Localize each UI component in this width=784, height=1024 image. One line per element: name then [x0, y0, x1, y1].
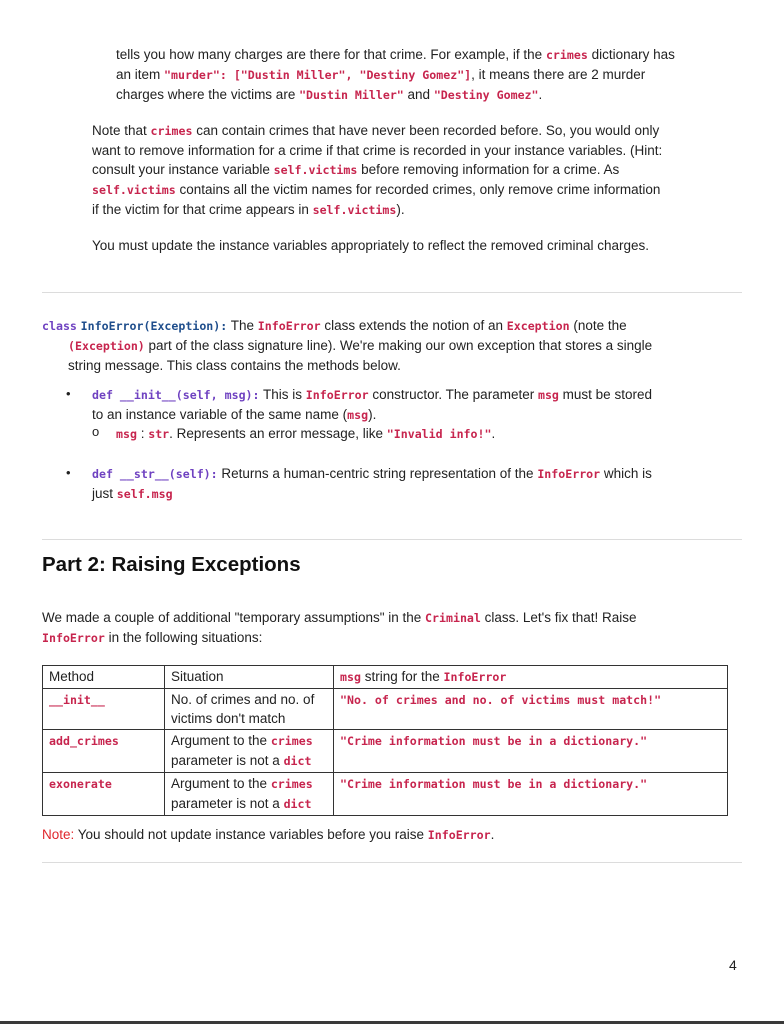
- table-cell-msg: "Crime information must be in a dictionary.": [334, 730, 728, 773]
- method-signature: def __str__(self):: [92, 467, 218, 481]
- note-text: Note: You should not update instance variables before you raise InfoError.: [42, 827, 495, 842]
- inline-code: msg: [116, 427, 137, 441]
- page-number: 4: [729, 957, 737, 973]
- text-line: an item "murder": ["Dustin Miller", "Destiny Gomez"], it means there are 2 murder: [116, 67, 646, 82]
- inline-code: msg: [340, 670, 361, 684]
- table-cell-situation: Argument to the crimes parameter is not a dict: [165, 773, 334, 816]
- paragraph-update-instance-vars: You must update the instance variables appropriately to reflect the removed criminal charges.: [92, 238, 650, 253]
- text-line: InfoError in the following situations:: [42, 630, 263, 645]
- divider: [42, 292, 742, 293]
- text-line: tells you how many charges are there for that crime. For example, if the crimes dictionary has: [116, 47, 675, 62]
- inline-code: Criminal: [425, 611, 481, 625]
- table-cell-method: add_crimes: [43, 730, 165, 773]
- section-heading: Part 2: Raising Exceptions: [42, 553, 301, 576]
- inline-code: self.victims: [92, 183, 176, 197]
- table-header-row: [43, 666, 728, 689]
- inline-code: crimes: [150, 124, 193, 138]
- table-header-method: Method: [43, 666, 165, 689]
- text-line: self.victims contains all the victim names for recorded crimes, only remove crime information: [92, 182, 661, 197]
- bullet-icon: •: [66, 386, 71, 401]
- method-str-description: [92, 464, 742, 504]
- inline-code: crimes: [545, 48, 588, 62]
- paragraph-crimes-note: [92, 121, 752, 220]
- text-line: def __init__(self, msg): This is InfoError constructor. The parameter msg must be stored: [92, 387, 652, 402]
- table-cell-msg: "Crime information must be in a dictionary.": [334, 773, 728, 816]
- param-msg-description: msg : str. Represents an error message, like "Invalid info!".: [116, 426, 496, 441]
- inline-code: InfoError: [257, 319, 321, 333]
- table-row: [43, 730, 728, 773]
- text-line: want to remove information for a crime if that crime is recorded in your instance variables. (Hint:: [92, 143, 663, 158]
- table-row: [43, 773, 728, 816]
- text-line: to an instance variable of the same name (msg).: [92, 407, 377, 422]
- sub-bullet-icon: o: [92, 424, 100, 439]
- text-line: if the victim for that crime appears in self.victims).: [92, 202, 405, 217]
- paragraph-crimes-example: [116, 45, 756, 105]
- inline-code: InfoError: [537, 467, 601, 481]
- exceptions-table: [42, 665, 728, 816]
- text-line: We made a couple of additional "temporary assumptions" in the Criminal class. Let's fix that! Raise: [42, 610, 637, 625]
- inline-code: msg: [347, 408, 369, 422]
- class-infoerror-description: [42, 316, 747, 375]
- text-line: Note that crimes can contain crimes that have never been recorded before. So, you would only: [92, 123, 660, 138]
- text-line: string message. This class contains the methods below.: [68, 358, 401, 373]
- part2-intro: [42, 608, 742, 648]
- inline-code: Exception: [506, 319, 570, 333]
- note-label: Note:: [42, 827, 75, 842]
- text-line: just self.msg: [92, 486, 173, 501]
- inline-code: "Dustin Miller": [299, 88, 404, 102]
- inline-code: InfoError: [443, 670, 507, 684]
- inline-code: "Invalid info!": [386, 427, 492, 441]
- inline-code: "murder": ["Dustin Miller", "Destiny Gomez"]: [164, 68, 472, 82]
- table-cell-msg: "No. of crimes and no. of victims must match!": [334, 689, 728, 730]
- bullet-icon: •: [66, 465, 71, 480]
- table-cell-situation: No. of crimes and no. of victims don't match: [165, 689, 334, 730]
- table-cell-method: __init__: [43, 689, 165, 730]
- table-header-msg: msg string for the InfoError: [334, 666, 728, 689]
- inline-code: (Exception): [68, 339, 145, 353]
- inline-code: str: [148, 427, 170, 441]
- inline-code: self.victims: [273, 163, 358, 177]
- method-init-description: [92, 385, 742, 425]
- text-line: consult your instance variable self.victims before removing information for a crime. As: [92, 162, 620, 177]
- text-line: def __str__(self): Returns a human-centric string representation of the InfoError which is: [92, 466, 652, 481]
- table-cell-method: exonerate: [43, 773, 165, 816]
- class-keyword: class: [42, 319, 77, 333]
- table-cell-situation: Argument to the crimes parameter is not a dict: [165, 730, 334, 773]
- inline-code: InfoError: [305, 388, 369, 402]
- divider: [42, 862, 742, 863]
- table-row: [43, 689, 728, 730]
- inline-code: "Destiny Gomez": [433, 88, 539, 102]
- method-signature: def __init__(self, msg):: [92, 388, 260, 402]
- class-signature: InfoError(Exception):: [80, 319, 228, 333]
- inline-code: InfoError: [42, 631, 105, 645]
- divider: [42, 539, 742, 540]
- text-line: charges where the victims are "Dustin Miller" and "Destiny Gomez".: [116, 87, 543, 102]
- table-header-situation: Situation: [165, 666, 334, 689]
- text-line: (Exception) part of the class signature line). We're making our own exception that stores a single: [68, 338, 653, 353]
- inline-code: InfoError: [427, 828, 491, 842]
- inline-code: self.victims: [312, 203, 397, 217]
- text-line: class InfoError(Exception): The InfoError class extends the notion of an Exception (note the: [42, 318, 627, 333]
- inline-code: self.msg: [116, 487, 173, 501]
- inline-code: msg: [537, 388, 559, 402]
